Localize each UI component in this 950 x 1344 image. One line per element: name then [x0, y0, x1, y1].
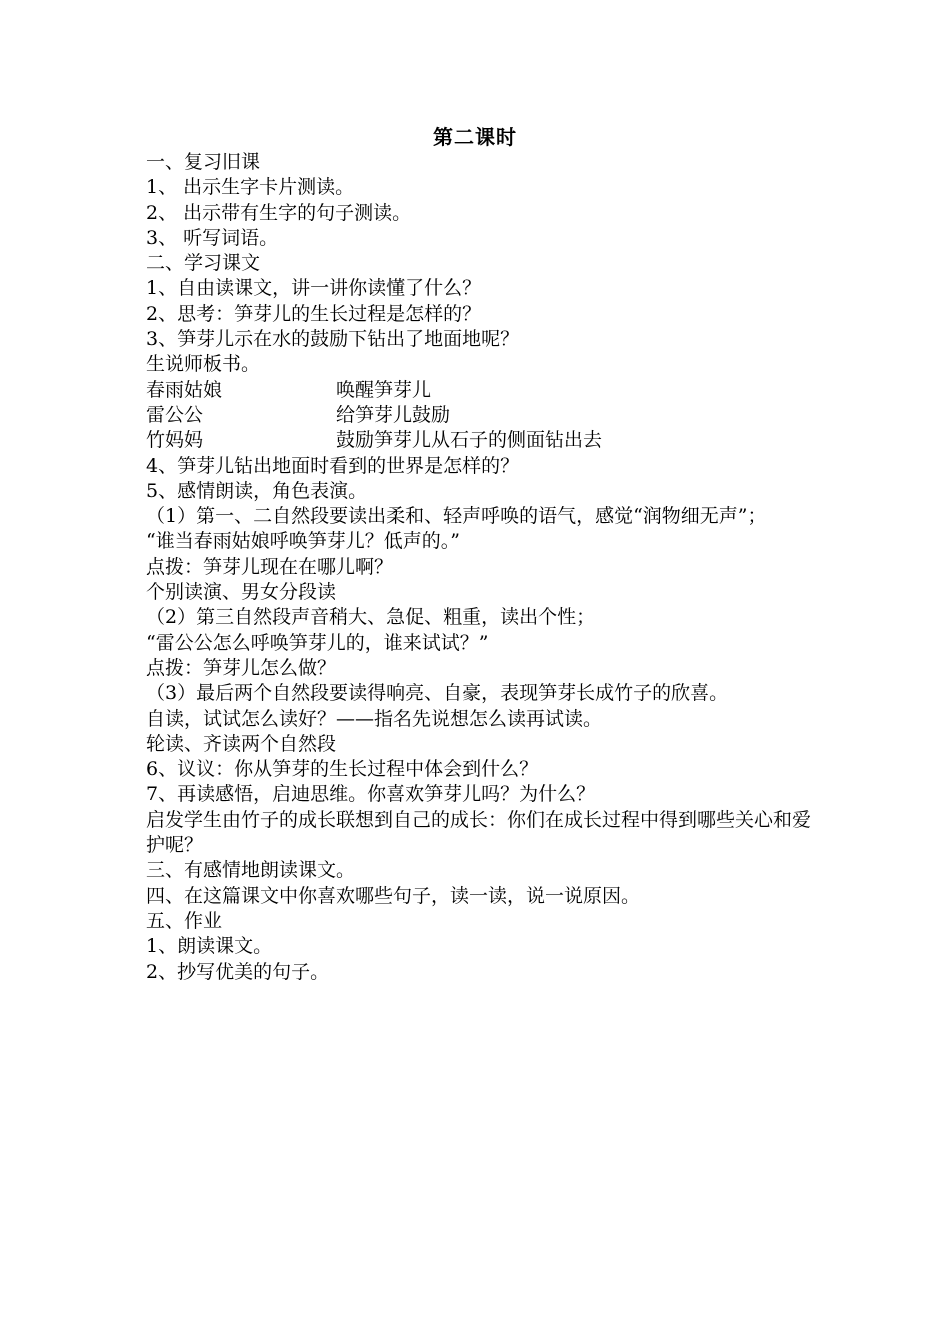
paragraph: 点拨：笋芽儿怎么做？: [146, 656, 337, 679]
section-heading-sentences: 四、在这篇课文中你喜欢哪些句子，读一读，说一说原因。: [146, 884, 641, 907]
board-role: 春雨姑娘: [146, 378, 223, 401]
board-row: [146, 378, 811, 403]
list-item: 7、再读感悟，启迪思维。你喜欢笋芽儿吗？为什么？: [146, 783, 596, 806]
paragraph: 生说师板书。: [146, 353, 261, 376]
board-row: [146, 428, 811, 453]
paragraph: 自读，试试怎么读好？——指名先说想怎么读再试读。: [146, 707, 603, 730]
section-heading-study: 二、学习课文: [146, 252, 261, 275]
section-heading-review: 一、复习旧课: [146, 151, 261, 173]
list-item: 2、 出示带有生字的句子测读。: [146, 201, 412, 224]
board-role: 竹妈妈: [146, 429, 204, 452]
paragraph: “雷公公怎么呼唤笋芽儿的，谁来试试？”: [146, 631, 489, 654]
paragraph: （2）第三自然段声音稍大、急促、粗重，读出个性；: [146, 606, 596, 629]
section-heading-homework: 五、作业: [146, 909, 223, 932]
board-action: 给笋芽儿鼓励: [336, 403, 451, 426]
list-item: 6、议议：你从笋芽的生长过程中体会到什么？: [146, 758, 539, 781]
page-title: 第二课时: [433, 125, 517, 149]
list-item: 2、抄写优美的句子。: [146, 960, 330, 983]
list-item: 1、自由读课文，讲一讲你读懂了什么？: [146, 277, 482, 300]
board-action: 鼓励笋芽儿从石子的侧面钻出去: [336, 429, 603, 452]
paragraph: （3）最后两个自然段要读得响亮、自豪，表现笋芽长成竹子的欣喜。: [146, 682, 729, 705]
paragraph: （1）第一、二自然段要读出柔和、轻声呼唤的语气，感觉“润物细无声”；: [146, 505, 767, 528]
list-item: 4、笋芽儿钻出地面时看到的世界是怎样的？: [146, 454, 520, 477]
board-role: 雷公公: [146, 403, 204, 426]
list-item: 2、思考：笋芽儿的生长过程是怎样的？: [146, 302, 482, 325]
list-item: 5、感情朗读，角色表演。: [146, 479, 368, 502]
board-row: [146, 403, 811, 428]
paragraph: 启发学生由竹子的成长联想到自己的成长：你们在成长过程中得到哪些关心和爱护呢？: [146, 808, 812, 857]
list-item: 3、笋芽儿示在水的鼓励下钻出了地面地呢？: [146, 328, 520, 351]
section-heading-read: 三、有感情地朗读课文。: [146, 859, 356, 882]
paragraph: 点拨：笋芽儿现在在哪儿啊？: [146, 555, 394, 578]
list-item: 3、 听写词语。: [146, 226, 279, 249]
list-item: 1、朗读课文。: [146, 935, 273, 958]
paragraph: 轮读、齐读两个自然段: [146, 732, 337, 755]
board-action: 唤醒笋芽儿: [336, 378, 432, 401]
list-item: 1、 出示生字卡片测读。: [146, 176, 355, 199]
paragraph: 个别读演、男女分段读: [146, 581, 337, 604]
lesson-body: [146, 150, 811, 985]
paragraph: “谁当春雨姑娘呼唤笋芽儿？低声的。”: [146, 530, 460, 553]
